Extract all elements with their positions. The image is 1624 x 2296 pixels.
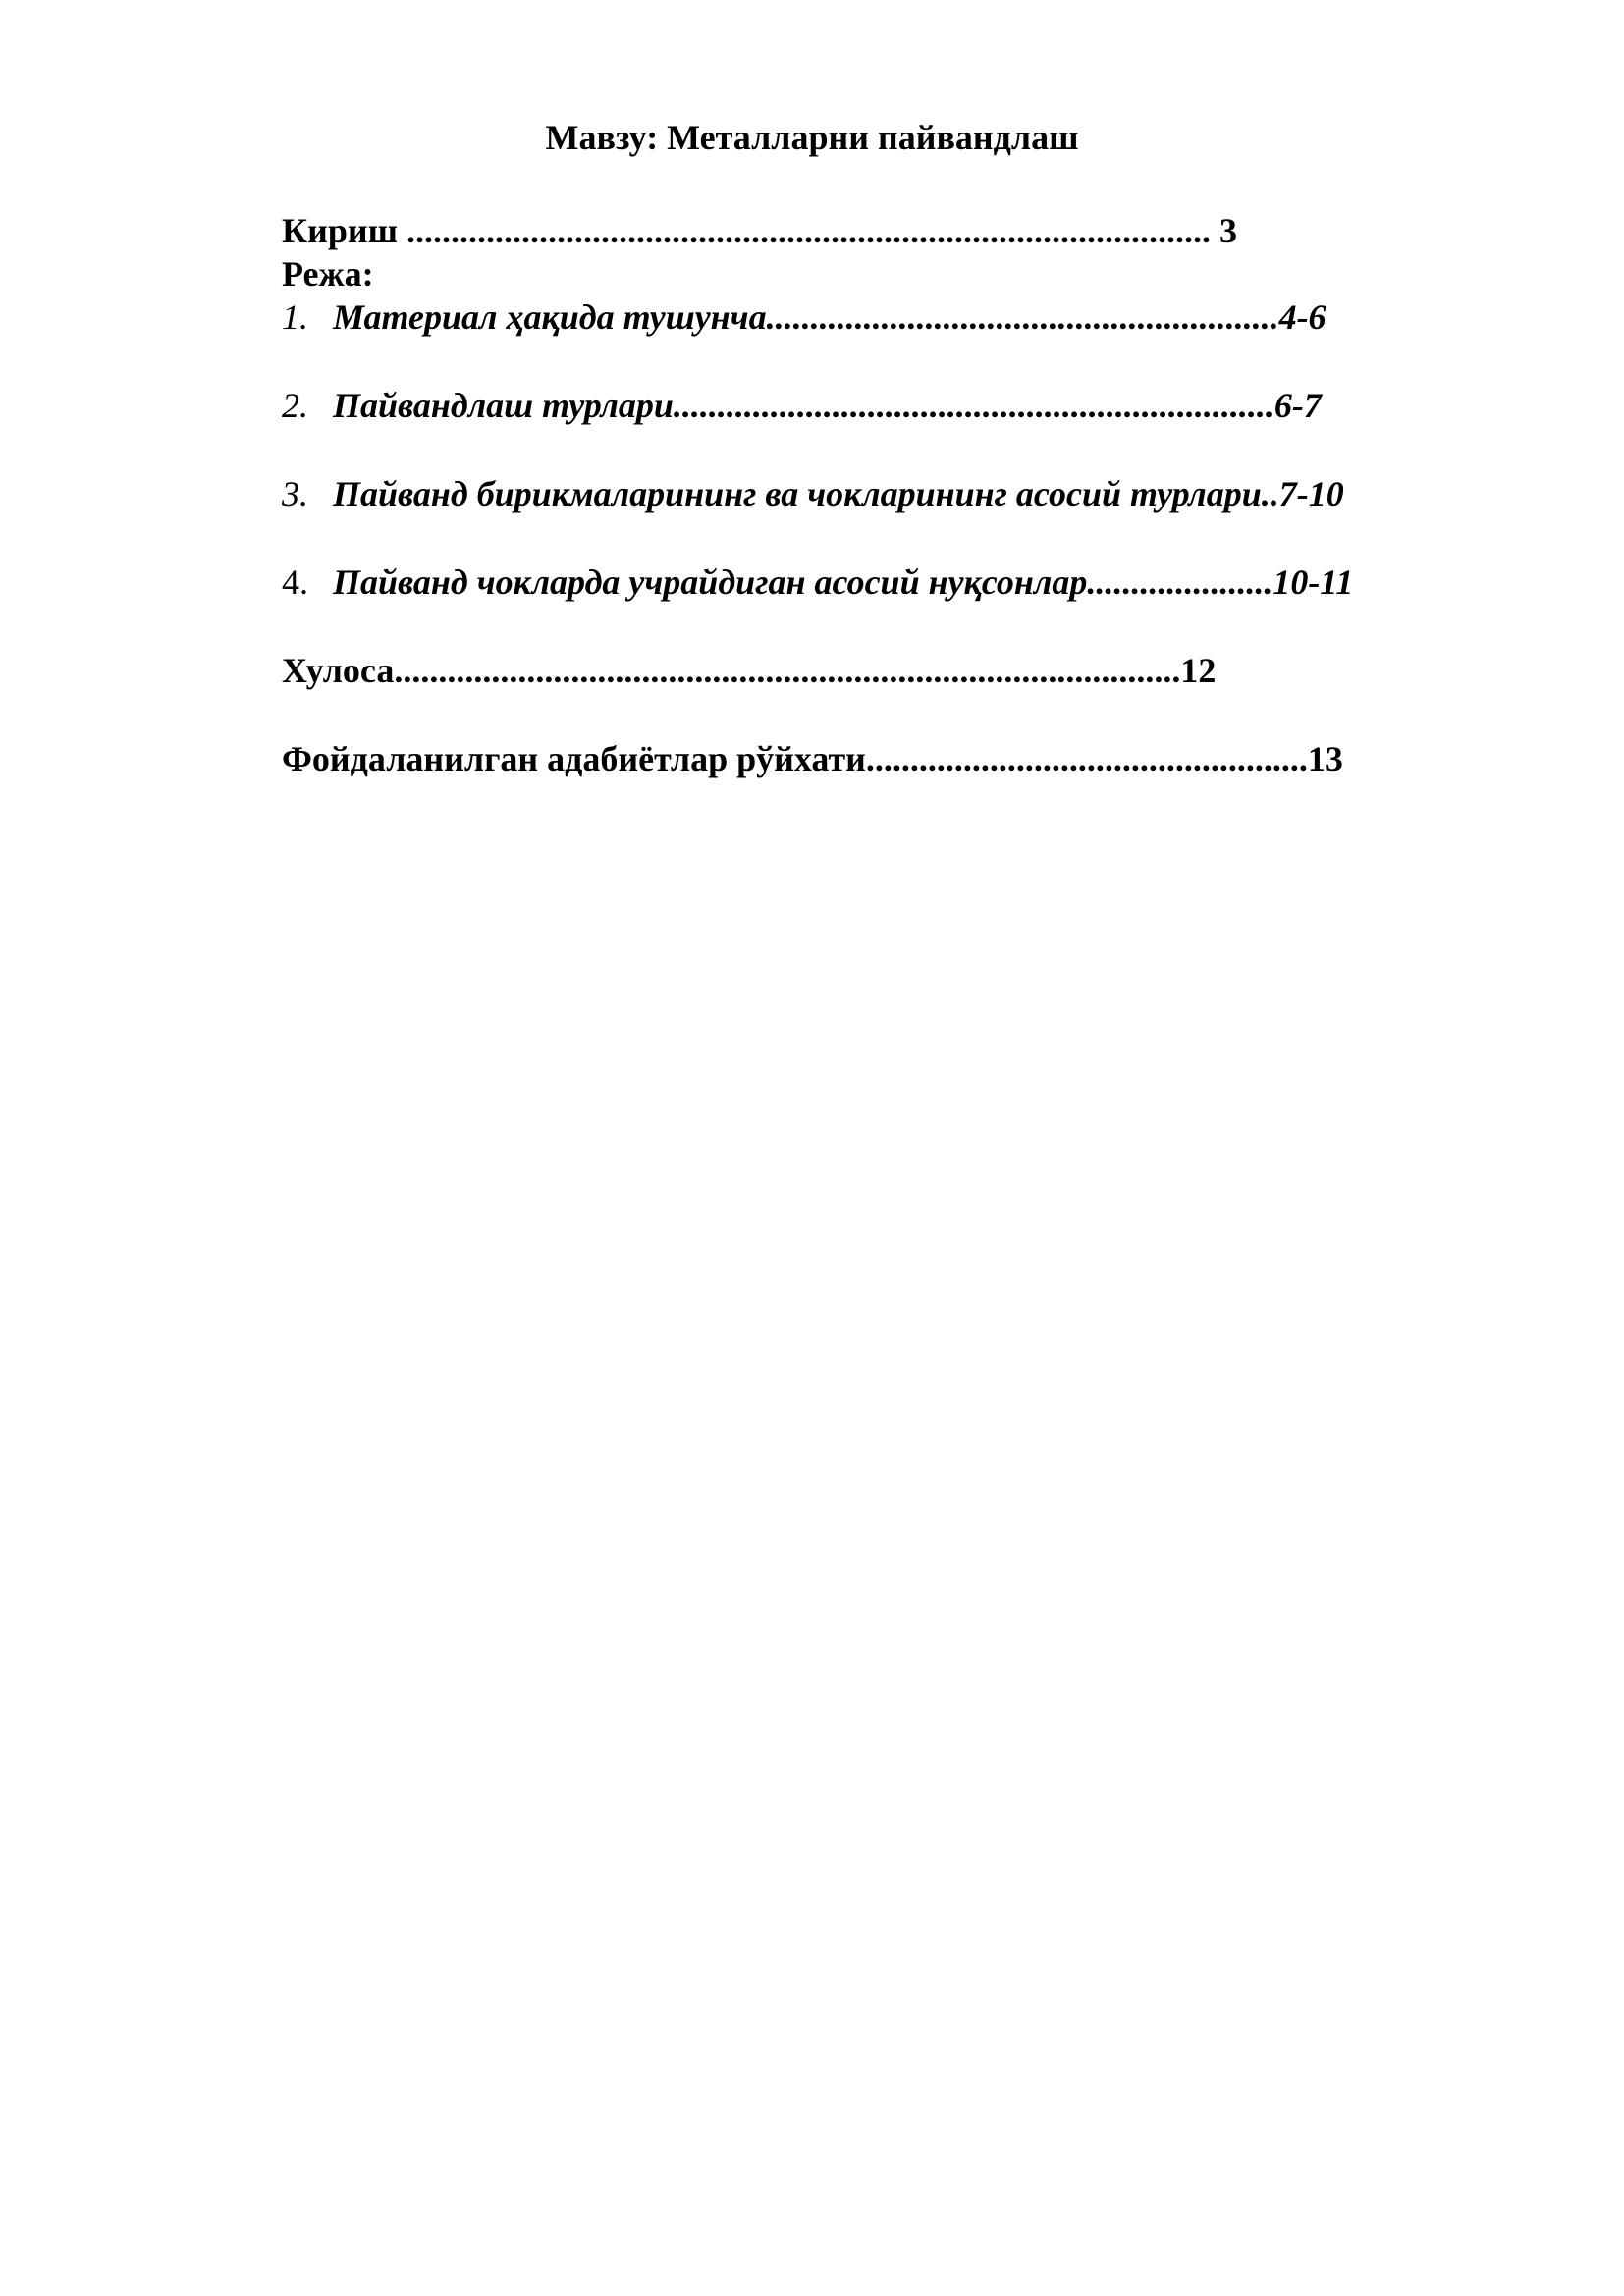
toc-item-text: Пайванд бирикмаларининг ва чокларининг асосий турлари..7-10	[333, 474, 1344, 513]
toc-item-number: 3.	[282, 474, 308, 513]
plan-heading: Режа:	[282, 254, 374, 294]
toc-item-text: Пайванд чокларда учрайдиган асосий нуқсонлар.....................10-11	[333, 562, 1354, 602]
toc-item-number: 2.	[282, 386, 308, 425]
toc-item-4	[282, 561, 1353, 604]
document-title: Мавзу: Металларни пайвандлаш	[545, 118, 1079, 157]
toc-item-2	[282, 384, 1322, 427]
toc-item-text: Пайвандлаш турлари....................................................................6-7	[333, 386, 1322, 425]
toc-item-3	[282, 472, 1344, 515]
toc-intro: Кириш ........................................................................................... 3	[282, 211, 1238, 250]
toc-conclusion: Хулоса.........................................................................................12	[282, 651, 1217, 690]
toc-item-1	[282, 295, 1326, 339]
toc-item-text: Материал ҳақида тушунча..........................................................4-6	[333, 297, 1326, 337]
toc-item-number: 4.	[282, 562, 308, 602]
toc-item-number: 1.	[282, 297, 308, 337]
toc-references: Фойдаланилган адабиётлар рўйхати..................................................13	[282, 739, 1343, 778]
